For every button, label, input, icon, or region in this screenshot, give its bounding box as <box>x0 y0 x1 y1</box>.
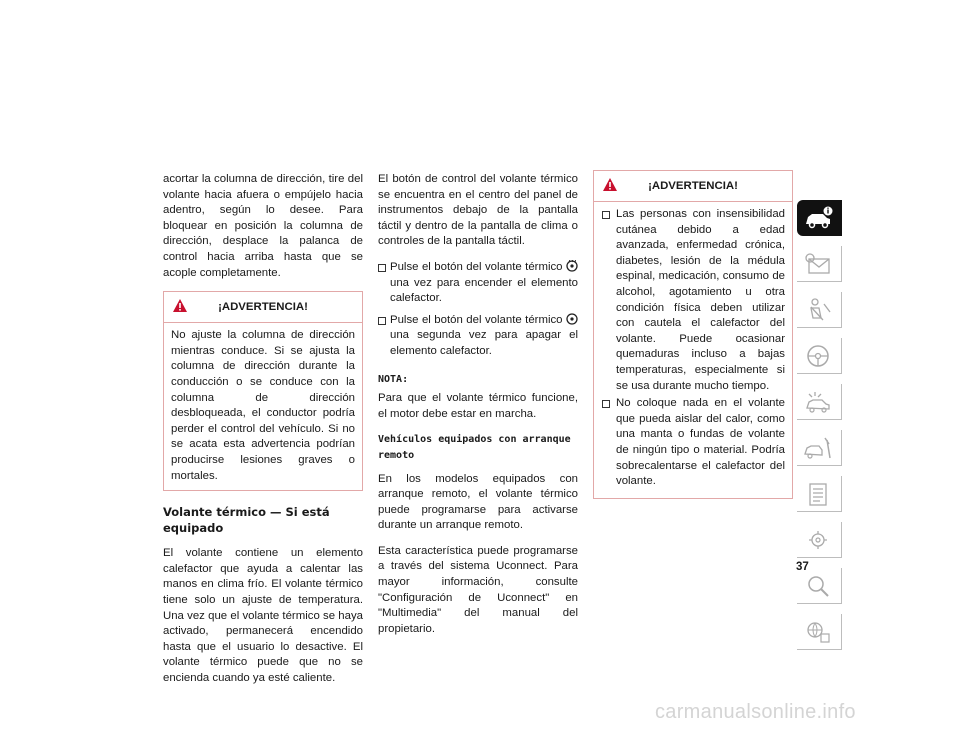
warning-box <box>163 291 363 491</box>
tab-safety[interactable] <box>797 292 842 328</box>
seat-belt-icon <box>803 296 833 324</box>
body-paragraph: El volante contiene un elemento calefactor que ayuda a calentar las manos en clima frío. El volante térmico tiene solo un ajuste de temperatura. Una vez que el volante térmico se haya activado, permanecerá encendido hasta que el usuario lo desactive. El volante térmico puede que no se encienda cuando ya esté caliente. <box>163 547 363 685</box>
note-label: NOTA: <box>378 373 409 385</box>
watermark: carmanualsonline.info <box>655 701 856 723</box>
note-text: Para que el volante térmico funcione, el motor debe estar en marcha. <box>378 392 578 420</box>
heated-wheel-icon <box>566 313 578 325</box>
tab-servicing[interactable] <box>797 430 842 466</box>
mail-warning-icon <box>803 250 833 278</box>
bullet-text-b: una vez para encender el elemento calefactor. <box>390 276 578 305</box>
tab-driving[interactable] <box>797 338 842 374</box>
warning-triangle-icon <box>602 177 618 192</box>
tab-multimedia[interactable] <box>797 522 842 558</box>
bullet-square-icon <box>378 317 386 325</box>
tab-vehicle-info[interactable] <box>797 200 842 236</box>
warning-item-text: No coloque nada en el volante que pueda aislar del calor, como una manta o fundas de volante de ningún tipo o material. Podría sobrecalentarse el calefactor del volante. <box>616 397 785 488</box>
bullet-item <box>378 260 578 307</box>
remote-start-paragraph: En los modelos equipados con arranque remoto, el volante térmico puede programarse para activarse durante un arranque remoto. <box>378 472 578 532</box>
car-info-icon <box>803 204 833 232</box>
uconnect-paragraph: Esta característica puede programarse a través del sistema Uconnect. Para mayor información, consulte "Configuración de Uconnect" en "Multimedia" del manual del propietario. <box>378 544 578 635</box>
warning-title: ¡ADVERTENCIA! <box>648 180 738 192</box>
bullet-square-icon <box>602 400 610 408</box>
bullet-item <box>378 313 578 360</box>
subheading: Vehículos equipados con arranque remoto <box>378 434 571 461</box>
heated-wheel-icon <box>566 260 578 272</box>
warning-item <box>601 207 785 394</box>
section-heading: Volante térmico — Si está equipado <box>163 505 330 535</box>
steering-wheel-icon <box>803 342 833 370</box>
checklist-icon <box>803 480 833 508</box>
column-left <box>163 172 363 697</box>
tab-emergency[interactable] <box>797 384 842 420</box>
tab-language[interactable] <box>797 614 842 650</box>
warning-title: ¡ADVERTENCIA! <box>218 301 308 314</box>
bullet-square-icon <box>602 211 610 219</box>
bullet-square-icon <box>378 264 386 272</box>
magnifier-icon <box>803 572 833 600</box>
language-icon <box>803 618 833 646</box>
warning-box <box>593 170 793 499</box>
car-service-icon <box>803 434 833 462</box>
car-crash-icon <box>803 388 833 416</box>
bullet-text-a: Pulse el botón del volante térmico <box>390 260 563 273</box>
column-right <box>593 170 793 513</box>
warning-item <box>601 396 785 490</box>
bullet-text-a: Pulse el botón del volante térmico <box>390 313 563 326</box>
column-middle <box>378 172 578 647</box>
page-number: 37 <box>796 561 809 573</box>
warning-list <box>594 202 792 498</box>
warning-header <box>594 171 792 202</box>
warning-triangle-icon <box>172 298 188 313</box>
tab-dashboard-warnings[interactable] <box>797 246 842 282</box>
tab-technical[interactable] <box>797 476 842 512</box>
chapter-tabs <box>797 200 842 660</box>
bullet-text-b: una segunda vez para apagar el elemento calefactor. <box>390 329 578 357</box>
warning-text: No ajuste la columna de dirección mientras conduce. Si se ajusta la columna de dirección durante la conducción o se conduce con la columna de dirección desbloqueada, el conductor podría perder el control del vehículo. Si no se acata esta advertencia podrían producirse lesiones graves o mortales. <box>171 329 355 482</box>
control-location-paragraph: El botón de control del volante térmico se encuentra en el centro del panel de instrumentos debajo de la pantalla táctil y dentro de la pantalla de clima o controles de la pantalla táctil. <box>378 173 578 248</box>
intro-paragraph: acortar la columna de dirección, tire del volante hacia afuera o empújelo hacia adentro, según lo desee. Para bloquear en posición la columna de dirección, desplace la palanca de control hacia arriba hasta que se acople completamente. <box>163 173 363 279</box>
warning-header <box>164 292 362 323</box>
warning-item-text: Las personas con insensibilidad cutánea debido a edad avanzada, enfermedad crónica, diabetes, lesión de la médula espinal, medicación, consumo de alcohol, agotamiento u otra condición física deben utilizar con cautela el calefactor del volante. Puede ocasionar quemaduras incluso a bajas temperaturas, especialmente si se usa durante mucho tiempo. <box>616 208 785 392</box>
settings-tools-icon <box>803 526 833 554</box>
